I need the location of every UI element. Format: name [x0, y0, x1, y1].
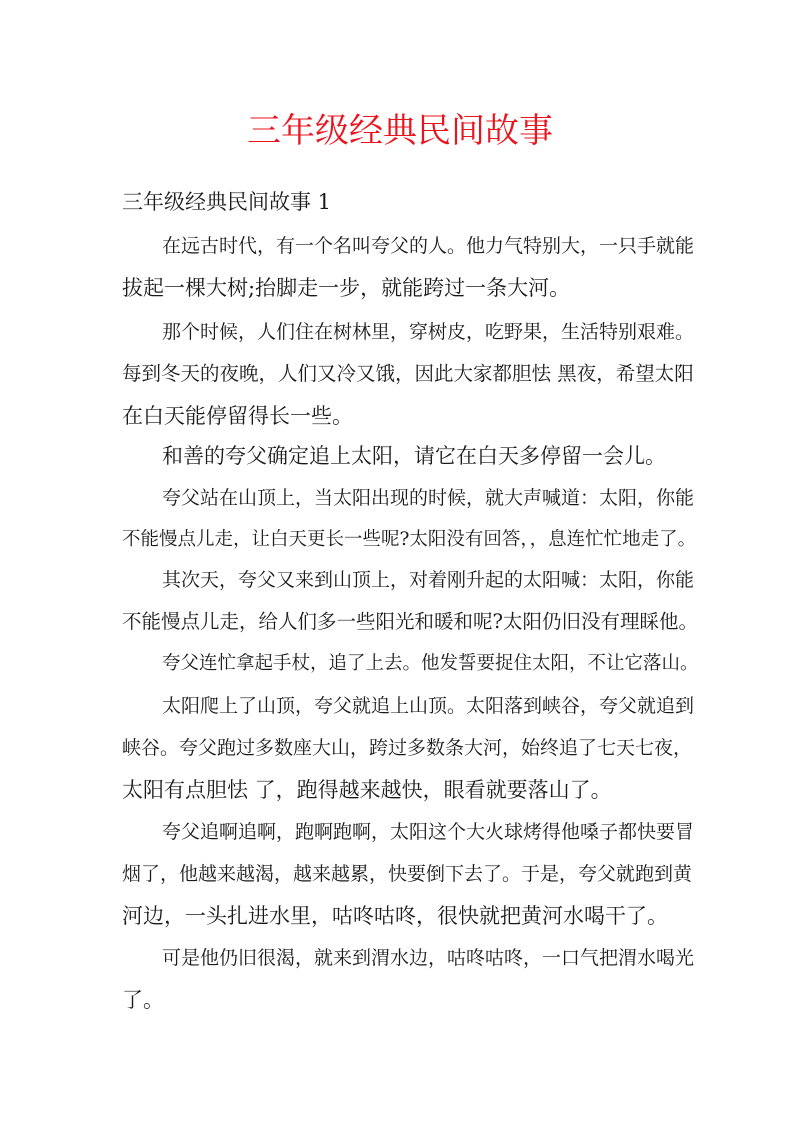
paragraph-line: 太阳有点胆怯 了，跑得越来越快，眼看就要落山了。 [122, 778, 612, 802]
paragraph-line: 在白天能停留得长一些。 [122, 404, 353, 428]
paragraph-line: 夸父追啊追啊，跑啊跑啊，太阳这个大火球烤得他嗓子都快要冒 [162, 821, 695, 843]
paragraph-line: 夸父站在山顶上，当太阳出现的时候，就大声喊道：太阳，你能 [162, 487, 695, 509]
paragraph-line: 烟了，他越来越渴，越来越累，快要倒下去了。于是，夸父就跑到黄 [122, 863, 693, 885]
paragraph-line: 夸父连忙拿起手杖，追了上去。他发誓要捉住太阳，不让它落山。 [162, 653, 699, 674]
paragraph-line: 峡谷。夸父跑过多数座大山，跨过多数条大河，始终追了七天七夜， [122, 737, 693, 759]
paragraph-line: 不能慢点儿走，让白天更长一些呢?太阳没有回答，，息连忙忙地走了。 [122, 529, 697, 550]
paragraph-line: 拔起一棵大树;抬脚走一步，就能跨过一条大河。 [122, 276, 571, 300]
paragraph-line: 了。 [122, 988, 164, 1012]
paragraph-line: 太阳爬上了山顶，夸父就追上山顶。太阳落到峡谷，夸父就追到 [162, 695, 695, 717]
section-heading: 三年级经典民间故事 1 [122, 190, 332, 214]
paragraph-line: 那个时候，人们住在树林里，穿树皮，吃野果，生活特别艰难。 [162, 321, 695, 343]
document-title: 三年级经典民间故事 [247, 111, 553, 151]
paragraph-line: 可是他仍旧很渴，就来到渭水边，咕咚咕咚，一口气把渭水喝光 [162, 947, 695, 969]
paragraph-line: 其次天，夸父又来到山顶上，对着刚升起的太阳喊：太阳，你能 [162, 569, 695, 591]
paragraph-line: 每到冬天的夜晚，人们又冷又饿，因此大家都胆怯 黑夜，希望太阳 [122, 362, 694, 385]
paragraph-line: 河边，一头扎进水里，咕咚咕咚，很快就把黄河水喝干了。 [122, 904, 668, 928]
paragraph-line: 不能慢点儿走，给人们多一些阳光和暖和呢?太阳仍旧没有理睬他。 [122, 610, 698, 633]
paragraph-line: 和善的夸父确定追上太阳，请它在白天多停留一会儿。 [162, 444, 666, 468]
paragraph-line: 在远古时代，有一个名叫夸父的人。他力气特别大，一只手就能 [162, 235, 695, 257]
